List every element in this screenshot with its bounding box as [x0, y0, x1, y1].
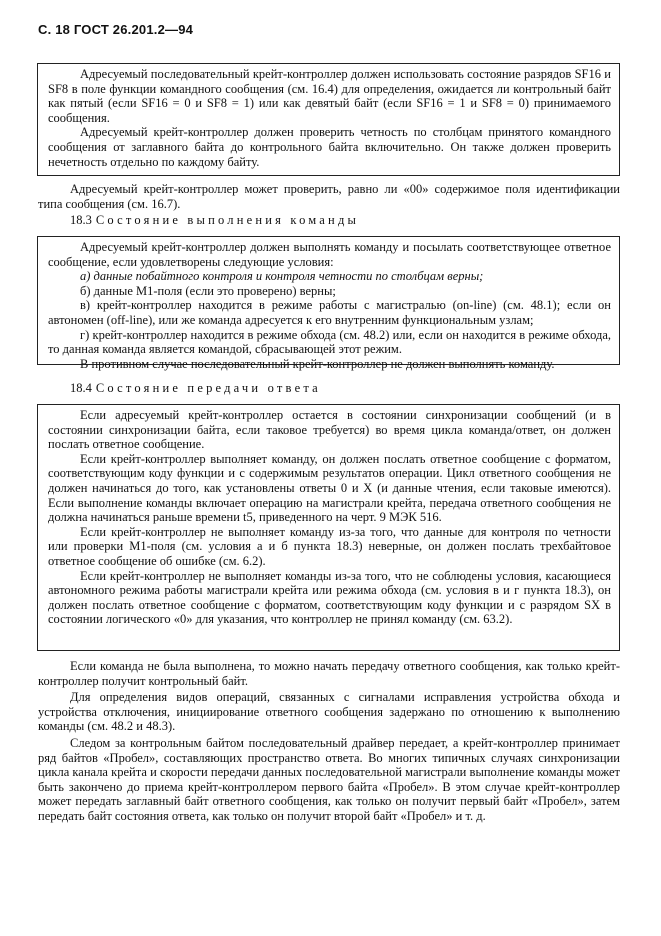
- section-number: 18.3: [70, 213, 92, 227]
- condition-a-text: а) данные побайтного контроля и контроля четности по столбцам верны;: [80, 269, 484, 284]
- box3-paragraph-4: Если крейт-контроллер не выполняет команды из-за того, что не соблюдены условия, касающиеся автономного режима работы магистрали крейта или режима обхода (см. условия в и г пункта 18.3), он должен послать ответное сообщение с форматом, соответствующим коду функции и с разрядом SX в состоянии логического «0» для указания, что контроллер не принял команду (см. 63.2).: [48, 568, 611, 627]
- box1-paragraph-2: Адресуемый крейт-контроллер должен проверить четность по столбцам принятого командного сообщения от заглавного байта до контрольного байта включительно. Он также должен проверить нечетность отдельно по каждому байту.: [48, 125, 611, 169]
- section-title: Состояние выполнения команды: [95, 213, 360, 227]
- section-heading-18-4: [70, 381, 321, 396]
- tail-paragraph-1: Если команда не была выполнена, то можно начать передачу ответного сообщения, как только крейт-контроллер получит контрольный байт.: [38, 659, 620, 688]
- box2-condition-b: б) данные М1-поля (если это проверено) верны;: [80, 283, 336, 298]
- box2-condition-v: в) крейт-контроллер находится в режиме работы с магистралью (on-line) (см. 48.1); если он автономен (off-line), или же команда адресуется к его внутренним функциональным узлам;: [48, 298, 611, 327]
- paragraph-text: Адресуемый крейт-контроллер может проверить, равно ли «00» содержимое поля идентификации типа сообщения (см. 16.7).: [38, 182, 620, 211]
- section-number: 18.4: [70, 381, 92, 395]
- section-title: Состояние передачи ответа: [95, 381, 321, 395]
- tail-paragraph-3: Следом за контрольным байтом последовательный драйвер передает, а крейт-контроллер принимает ряд байтов «Пробел», составляющих пространство ответа. Во многих типичных случаях синхронизации цикла канала крейта и скорости передачи данных последовательной магистрали выполнение команды может быть закончено до приема крейт-контроллером первого байта «Пробел». В этом случае крейт-контроллер может передать заглавный байт ответного сообщения, как только он получит первый байт «Пробел», затем передать байт состояния ответа, как только он получит второй байт «Пробел» и т. д.: [38, 735, 620, 823]
- tail-paragraph-2: Для определения видов операций, связанных с сигналами исправления устройства обхода и устройства отключения, инициирование ответного сообщения задержано по отношению к выполнению команды (см. 48.2 и 48.3).: [38, 690, 620, 734]
- box2-condition-a: [48, 269, 611, 284]
- closing-text-block: [38, 659, 620, 824]
- box2-conclusion: В противном случае последовательный крейт-контроллер не должен выполнять команду.: [80, 356, 555, 371]
- page-header: С. 18 ГОСТ 26.201.2—94: [38, 22, 194, 37]
- section-heading-18-3: [70, 213, 359, 228]
- framed-text-block-2: [37, 236, 620, 371]
- paragraph-type-check: [38, 182, 620, 211]
- framed-text-block-1: [37, 63, 620, 176]
- box3-paragraph-1: Если адресуемый крейт-контроллер остается в состоянии синхронизации сообщений (и в состоянии синхронизации байта, если таковое требуется) во время цикла команда/ответ, он должен послать ответное сообщение.: [48, 408, 611, 452]
- box2-condition-g: г) крейт-контроллер находится в режиме обхода (см. 48.2) или, если он находится в режиме обхода, то данная команда является командой, сбрасывающей этот режим.: [48, 327, 611, 357]
- box3-paragraph-2: Если крейт-контроллер выполняет команду, он должен послать ответное сообщение с форматом, соответствующим коду функции и с содержимым результатов операции. Цикл ответного сообщения не должен начинаться до того, как установлены ответы 0 и X (и данные чтения, если таковые имеются). Если выполнение команды включает операцию на магистрали крейта, передача ответного сообщения не должна начинаться раньше времени t5, приведенного на черт. 9 МЭК 516.: [48, 451, 611, 525]
- box2-intro: Адресуемый крейт-контроллер должен выполнять команду и посылать соответствующее ответное сообщение, если удовлетворены следующие условия:: [48, 240, 611, 269]
- box3-paragraph-3: Если крейт-контроллер не выполняет команду из-за того, что данные для контроля по четности или проверки М1-поля (см. условия а и б пункта 18.3) неверные, он должен послать трехбайтовое ответное сообщение об ошибке (см. 6.2).: [48, 524, 611, 568]
- framed-text-block-3: [37, 404, 620, 651]
- box1-paragraph-1: Адресуемый последовательный крейт-контроллер должен использовать состояние разрядов SF16 и SF8 в поле функции командного сообщения (см. 16.4) для определения, ожидается ли контрольный байт как пятый (если SF16 = 0 и SF8 = 1) или как девятый байт (если SF16 = 1 и SF8 = 0) принимаемого сообщения.: [48, 67, 611, 125]
